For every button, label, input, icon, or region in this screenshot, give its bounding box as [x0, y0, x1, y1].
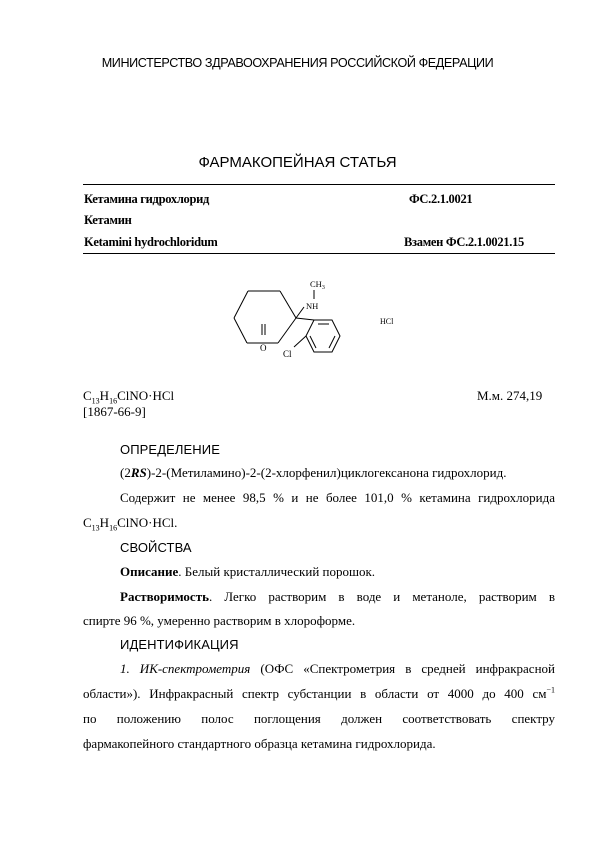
structure-hcl-label: HCl	[380, 317, 394, 326]
definition-chemical-name: (2RS)-2-(Метиламино)-2-(2-хлорфенил)циклогексанона гидрохлорид.	[120, 465, 507, 480]
property-solubility: Растворимость. Легко растворим в воде и метаноле, растворим в	[120, 589, 555, 604]
structure-oxygen-label: O	[260, 343, 267, 353]
monograph-replaces: Взамен ФС.2.1.0021.15	[404, 235, 524, 249]
molecular-mass: М.м. 274,19	[477, 388, 543, 403]
monograph-synonym: Кетамин	[84, 213, 132, 227]
property-description: Описание. Белый кристаллический порошок.	[120, 564, 376, 579]
monograph-code: ФС.2.1.0021	[409, 192, 473, 206]
structural-formula	[230, 272, 430, 372]
header-rule-top	[83, 184, 555, 185]
section-identification-heading: ИДЕНТИФИКАЦИЯ	[120, 637, 239, 652]
structure-ch3-label: $CH_3$	[310, 279, 325, 291]
cas-number: [1867-66-9]	[83, 404, 146, 419]
monograph-name-ru: Кетамина гидрохлорид	[84, 192, 210, 206]
ministry-title: МИНИСТЕРСТВО ЗДРАВООХРАНЕНИЯ РОССИЙСКОЙ ФЕДЕРАЦИИ	[101, 56, 494, 70]
identification-ir-line3: по положению полос поглощения должен соответствовать спектру	[83, 711, 555, 726]
structure-chlorine-label: Cl	[283, 349, 292, 359]
document-type-title: ФАРМАКОПЕЙНАЯ СТАТЬЯ	[198, 154, 397, 171]
section-definition-heading: ОПРЕДЕЛЕНИЕ	[120, 442, 220, 457]
definition-formula: $C_{13}H_{16}ClNO\cdot HCl$.	[83, 515, 178, 533]
monograph-name-latin: Ketamini hydrochloridum	[84, 235, 218, 249]
identification-ir-line4: фармакопейного стандартного образца кетамина гидрохлорида.	[83, 736, 436, 751]
structure-nh-label: NH	[306, 301, 319, 311]
molecular-formula: $C_{13}H_{16}ClNO\cdot HCl$	[83, 388, 175, 406]
identification-ir-line2: области»). Инфракрасный спектр субстанции в области от 4000 до 400 $см^{-1}$	[83, 685, 555, 701]
header-rule-bottom	[83, 253, 555, 254]
definition-content: Содержит не менее 98,5 % и не более 101,0 % кетамина гидрохлорида	[120, 490, 555, 505]
identification-ir-item: 1. ИК-спектрометрия (ОФС «Спектрометрия в средней инфракрасной	[120, 661, 555, 676]
section-properties-heading: СВОЙСТВА	[120, 540, 192, 555]
property-solubility-cont: спирте 96 %, умеренно растворим в хлороформе.	[83, 613, 356, 628]
